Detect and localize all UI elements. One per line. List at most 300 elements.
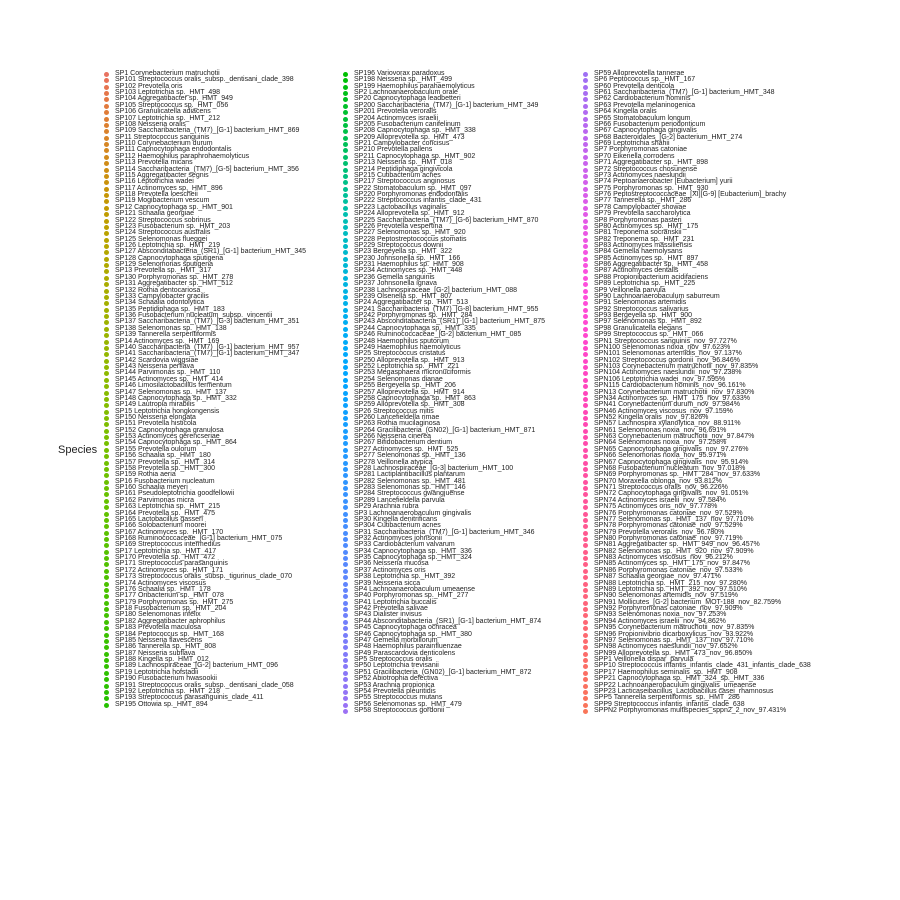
legend-label: SP158 Prevotella sp._HMT_300 bbox=[115, 464, 215, 472]
legend-label: SP173 Streptococcus oralis_subsp._tigurinus_clade_070 bbox=[115, 573, 293, 581]
legend-key-dot bbox=[104, 588, 109, 593]
legend-label: SP60 Prevotella denticola bbox=[594, 82, 675, 90]
legend-label: SPN93 Selenomonas noxia_nov_97.253% bbox=[594, 611, 727, 619]
legend-label: SP8 Porphyromonas pasteri bbox=[594, 216, 682, 224]
legend-label: SP119 Mogibacterium vescum bbox=[115, 197, 210, 205]
legend-key-dot bbox=[583, 142, 588, 147]
legend-label: SP107 Leptotrichia sp._HMT_212 bbox=[115, 114, 221, 122]
legend-key-dot bbox=[104, 492, 109, 497]
legend-key-dot bbox=[583, 543, 588, 548]
legend-label: SP147 Selenomonas sp._HMT_137 bbox=[115, 388, 227, 396]
legend-label: SPN41 Corynebacterium durum_nov_97.984% bbox=[594, 401, 740, 409]
legend-label: SP128 Capnocytophaga sputigena bbox=[115, 254, 224, 262]
legend-key-dot bbox=[104, 174, 109, 179]
legend-key-dot bbox=[104, 505, 109, 510]
legend-key-dot bbox=[583, 467, 588, 472]
legend-key-dot bbox=[104, 671, 109, 676]
legend-key-dot bbox=[583, 238, 588, 243]
legend-key-dot bbox=[343, 633, 348, 638]
legend-key-dot bbox=[583, 652, 588, 657]
legend-label: SP123 Fusobacterium sp._HMT_203 bbox=[115, 222, 231, 230]
legend-label: SPN90 Selenomonas artemidis_nov_97.519% bbox=[594, 592, 738, 600]
legend-label: SP5 Streptococcus oralis bbox=[354, 656, 433, 664]
legend-key-dot bbox=[583, 346, 588, 351]
legend-key-dot bbox=[343, 174, 348, 179]
legend-key-dot bbox=[343, 518, 348, 523]
legend-key-dot bbox=[104, 703, 109, 708]
legend-key-dot bbox=[343, 524, 348, 529]
legend-label: SP24 Aggregatibacter sp._HMT_513 bbox=[354, 299, 469, 307]
legend-label: SP53 Arachnia propionica bbox=[354, 681, 435, 689]
legend-label: SP129 Selenomonas sputigena bbox=[115, 261, 214, 269]
legend-key-dot bbox=[104, 384, 109, 389]
legend-key-dot bbox=[343, 575, 348, 580]
legend-label: SP69 Leptotrichia shahii bbox=[594, 140, 670, 148]
legend-key-dot bbox=[583, 582, 588, 587]
legend-label: SP169 Streptococcus intermedius bbox=[115, 541, 221, 549]
legend-label: SP224 Alloprevotella sp._HMT_912 bbox=[354, 210, 465, 218]
legend-label: SP171 Streptococcus parasanguinis bbox=[115, 560, 228, 568]
legend-key-dot bbox=[583, 684, 588, 689]
legend-key-dot bbox=[583, 633, 588, 638]
legend-key-dot bbox=[583, 639, 588, 644]
legend-label: SP229 Streptococcus downii bbox=[354, 241, 444, 249]
legend-label: SPN83 Actinomyces viscosus_nov_96.212% bbox=[594, 554, 733, 562]
legend-key-dot bbox=[104, 110, 109, 115]
legend-label: SP62 Cardiobacterium hominis bbox=[594, 95, 691, 103]
legend-label: SP164 Prevotella sp._HMT_475 bbox=[115, 509, 215, 517]
legend-key-dot bbox=[104, 620, 109, 625]
legend-label: SP249 Haemophilus haemolyticus bbox=[354, 343, 461, 351]
legend-key-dot bbox=[583, 320, 588, 325]
legend-key-dot bbox=[583, 480, 588, 485]
legend-key-dot bbox=[343, 269, 348, 274]
legend-label: SP264 Gracilibacteria_(GN02)_[G-1] bacterium_HMT_871 bbox=[354, 426, 536, 434]
legend-label: SPN65 Capnocytophaga gingivalis_nov_97.276% bbox=[594, 445, 749, 453]
legend-key-dot bbox=[104, 91, 109, 96]
legend-key-dot bbox=[104, 155, 109, 160]
legend-label: SP191 Streptococcus oralis_subsp._dentisani_clade_058 bbox=[115, 681, 294, 689]
legend-label: SPN92 Porphyromonas catoniae_nov_97.909% bbox=[594, 605, 743, 613]
legend-key-dot bbox=[583, 473, 588, 478]
legend-key-dot bbox=[343, 333, 348, 338]
legend-label: SP113 Prevotella micans bbox=[115, 159, 193, 167]
legend-label: SP167 Actinomyces sp._HMT_170 bbox=[115, 528, 224, 536]
legend-key-dot bbox=[104, 289, 109, 294]
legend-key-dot bbox=[104, 613, 109, 618]
legend-key-dot bbox=[343, 677, 348, 682]
legend-label: SPN98 Actinomyces naeslundii_nov_97.652% bbox=[594, 643, 738, 651]
legend-label: SP204 Actinomyces israelii bbox=[354, 114, 439, 122]
legend-label: SP117 Actinomyces sp._HMT_896 bbox=[115, 184, 223, 192]
legend-key-dot bbox=[104, 569, 109, 574]
legend-label: SP142 Scardovia wiggsiae bbox=[115, 356, 199, 364]
legend-key-dot bbox=[343, 652, 348, 657]
legend-label: SP139 Tannerella serpentiformis bbox=[115, 331, 217, 339]
legend-label: SP246 Ruminococcaceae_[G-2] bacterium_HMT_085 bbox=[354, 331, 522, 339]
legend-key-dot bbox=[583, 677, 588, 682]
legend-label: SP282 Selenomonas sp._HMT_481 bbox=[354, 477, 466, 485]
legend-label: SP79 Prevotella saccharolytica bbox=[594, 210, 691, 218]
legend-key-dot bbox=[343, 512, 348, 517]
legend-label: SPN89 Leptotrichia sp._HMT_392_nov_97.510% bbox=[594, 585, 747, 593]
legend-label: SPN72 Capnocytophaga gingivalis_nov_91.051% bbox=[594, 490, 749, 498]
legend-key-dot bbox=[343, 562, 348, 567]
legend-label: SP126 Leptotrichia sp._HMT_219 bbox=[115, 241, 221, 249]
legend-label: SP80 Actinomyces sp._HMT_175 bbox=[594, 222, 699, 230]
legend-label: SP54 Prevotella pleuritidis bbox=[354, 687, 436, 695]
legend-key-dot bbox=[104, 645, 109, 650]
legend-label: SP103 Leptotrichia sp._HMT_498 bbox=[115, 89, 221, 97]
legend-label: SPN52 Kingella oralis_nov_97.826% bbox=[594, 413, 709, 421]
legend-key-dot bbox=[104, 480, 109, 485]
legend-key-dot bbox=[343, 429, 348, 434]
legend-label: SP115 Aggregatibacter segnis bbox=[115, 171, 209, 179]
legend-key-dot bbox=[343, 314, 348, 319]
legend-key-dot bbox=[583, 168, 588, 173]
legend-key-dot bbox=[104, 562, 109, 567]
legend-label: SPN61 Selenomonas noxia_nov_96.691% bbox=[594, 426, 727, 434]
legend-label: SP63 Prevotella melaninogenica bbox=[594, 101, 696, 109]
legend-label: SP66 Fusobacterium periodonticum bbox=[594, 120, 706, 128]
legend-label: SP237 Johnsonella ignava bbox=[354, 280, 437, 288]
legend-label: SPN70 Moraxella oblonga_nov_93.812% bbox=[594, 477, 723, 485]
legend-key-dot bbox=[343, 480, 348, 485]
legend-key-dot bbox=[583, 658, 588, 663]
legend-label: SP187 Neisseria subflava bbox=[115, 649, 196, 657]
legend-label: SP97 Selenomonas sp._HMT_892 bbox=[594, 318, 702, 326]
legend-label: SP277 Selenomonas sp._HMT_136 bbox=[354, 452, 466, 460]
legend-key-dot bbox=[583, 72, 588, 77]
legend-label: SP34 Capnocytophaga sp._HMT_336 bbox=[354, 547, 472, 555]
legend-key-dot bbox=[343, 690, 348, 695]
legend-key-dot bbox=[583, 110, 588, 115]
legend-label: SP91 Selenomonas artemidis bbox=[594, 299, 687, 307]
legend-key-dot bbox=[343, 206, 348, 211]
legend-key-dot bbox=[583, 289, 588, 294]
legend-label: SP143 Neisseria perflava bbox=[115, 363, 194, 371]
legend-key-dot bbox=[104, 531, 109, 536]
legend-key-dot bbox=[583, 78, 588, 83]
legend-label: SP133 Campylobacter gracilis bbox=[115, 292, 209, 300]
legend-key-dot bbox=[104, 684, 109, 689]
legend-label: SP89 Leptotrichia sp._HMT_225 bbox=[594, 280, 696, 288]
legend-label: SP135 Peptidiphaga sp._HMT_183 bbox=[115, 305, 225, 313]
legend-key-dot bbox=[583, 671, 588, 676]
legend-label: SPN100 Selenomonas noxia_nov_97.623% bbox=[594, 343, 731, 351]
legend-key-dot bbox=[583, 486, 588, 491]
legend-label: SP13 Prevotella sp._HMT_317 bbox=[115, 267, 212, 275]
legend-key-dot bbox=[104, 78, 109, 83]
legend-key-dot bbox=[583, 429, 588, 434]
legend-label: SPN87 Schaalia georgiae_nov_97.471% bbox=[594, 573, 721, 581]
legend-label: SP40 Porphyromonas sp._HMT_277 bbox=[354, 592, 469, 600]
legend-key-dot bbox=[343, 78, 348, 83]
legend-label: SP47 Gemella morbillorum bbox=[354, 636, 438, 644]
legend-key-dot bbox=[583, 709, 588, 714]
legend-label: SP3 Lachnoanaerobaculum gingivalis bbox=[354, 509, 472, 517]
legend-key-dot bbox=[104, 231, 109, 236]
legend-label: SP42 Prevotella salivae bbox=[354, 605, 428, 613]
legend-key-dot bbox=[343, 416, 348, 421]
legend-key-dot bbox=[343, 378, 348, 383]
legend-key-dot bbox=[104, 276, 109, 281]
legend-key-dot bbox=[104, 639, 109, 644]
legend-label: SP45 Capnocytophaga ochracea bbox=[354, 624, 457, 632]
legend-label: SP193 Streptococcus parasanguinis_clade_411 bbox=[115, 694, 264, 702]
legend-key-dot bbox=[343, 499, 348, 504]
legend-label: SP125 Selenomonas flueggei bbox=[115, 235, 208, 243]
legend-label: SP179 Porphyromonas sp._HMT_275 bbox=[115, 598, 234, 606]
legend-label: SP43 Dialister invisus bbox=[354, 611, 422, 619]
legend-label: SP136 Fusobacterium nucleatum_subsp._vincentii bbox=[115, 312, 273, 320]
legend-key-dot bbox=[104, 677, 109, 682]
legend-label: SPN71 Streptococcus oralis_nov_96.226% bbox=[594, 484, 728, 492]
legend-key-dot bbox=[343, 180, 348, 185]
legend-label: SP146 Limosilactobacillus fermentum bbox=[115, 382, 232, 390]
legend-key-dot bbox=[583, 620, 588, 625]
legend-label: SP76 Peptostreptococcaceae_[XI][G-9] [Eubacterium]_brachy bbox=[594, 191, 787, 199]
legend-label: SP102 Prevotella oris bbox=[115, 82, 183, 90]
legend-key-dot bbox=[583, 416, 588, 421]
legend-key-dot bbox=[583, 594, 588, 599]
legend-label: SPN106 Leptotrichia wadei_nov_97.595% bbox=[594, 375, 726, 383]
legend-key-dot bbox=[104, 512, 109, 517]
legend-label: SP30 Kingella denitrificans bbox=[354, 515, 438, 523]
legend-label: SPP10 Streptococcus infantis_infantis_clade_431_infantis_clade_638 bbox=[594, 662, 811, 670]
legend-key-dot bbox=[583, 282, 588, 287]
legend-key-dot bbox=[343, 486, 348, 491]
legend-label: SP258 Capnocytophaga sp._HMT_863 bbox=[354, 394, 476, 402]
legend-label: SP92 Streptococcus salivarius bbox=[594, 305, 689, 313]
legend-key-dot bbox=[104, 168, 109, 173]
legend-key-dot bbox=[583, 340, 588, 345]
legend-key-dot bbox=[583, 155, 588, 160]
legend-label: SP154 Capnocytophaga sp._HMT_864 bbox=[115, 439, 237, 447]
legend-key-dot bbox=[343, 359, 348, 364]
legend-label: SP59 Alloprevotella tannerae bbox=[594, 70, 685, 77]
legend-key-dot bbox=[343, 543, 348, 548]
legend-key-dot bbox=[104, 314, 109, 319]
legend-key-dot bbox=[343, 594, 348, 599]
legend-label: SPN85 Actinomyces sp._HMT_175_nov_97.847% bbox=[594, 560, 751, 568]
legend-key-dot bbox=[343, 658, 348, 663]
legend-key-dot bbox=[343, 142, 348, 147]
legend-key-dot bbox=[343, 123, 348, 128]
legend-key-dot bbox=[104, 301, 109, 306]
legend-label: SP61 Saccharibacteria_(TM7)_[G-1] bacterium_HMT_348 bbox=[594, 89, 775, 97]
legend-key-dot bbox=[104, 340, 109, 345]
legend-label: SPN1 Streptococcus sanguinis_nov_97.727% bbox=[594, 337, 737, 345]
legend-label: SP284 Streptococcus gwangjuense bbox=[354, 490, 465, 498]
legend-key-dot bbox=[104, 397, 109, 402]
legend-key-dot bbox=[104, 199, 109, 204]
legend-label: SP152 Capnocytophaga granulosa bbox=[115, 426, 224, 434]
legend-key-dot bbox=[104, 219, 109, 224]
legend-label: SP263 Rothia mucilaginosa bbox=[354, 420, 440, 428]
legend-key-dot bbox=[104, 435, 109, 440]
legend-key-dot bbox=[104, 626, 109, 631]
legend-label: SP130 Porphyromonas sp._HMT_278 bbox=[115, 273, 234, 281]
legend-label: SP231 Haemophilus sp._HMT_908 bbox=[354, 261, 464, 269]
legend-label: SPP5 Tannerella serpentiformis_sp._HMT_286 bbox=[594, 694, 740, 702]
legend-label: SPN67 Capnocytophaga gingivalis_nov_95.914% bbox=[594, 458, 749, 466]
legend-label: SP243 Absconditabacteria_(SR1)_[G-1] bacterium_HMT_875 bbox=[354, 318, 546, 326]
legend-key-dot bbox=[343, 588, 348, 593]
legend-key-dot bbox=[104, 123, 109, 128]
legend-key-dot bbox=[583, 512, 588, 517]
legend-label: SP68 Bacteroidales_[G-2] bacterium_HMT_274 bbox=[594, 133, 743, 141]
legend-key-dot bbox=[343, 148, 348, 153]
legend-label: SP71 Aggregatibacter sp._HMT_898 bbox=[594, 159, 709, 167]
legend-label: SP220 Porphyromonas endodontalis bbox=[354, 191, 469, 199]
legend-label: SP116 Leptotrichia wadei bbox=[115, 178, 194, 186]
legend-key-dot bbox=[104, 257, 109, 262]
legend-key-dot bbox=[343, 645, 348, 650]
legend-label: SP260 Lancefieldella rimae bbox=[354, 413, 440, 421]
legend-key-dot bbox=[343, 403, 348, 408]
legend-label: SP159 Rothia aeria bbox=[115, 471, 176, 479]
legend-label: SP98 Granulicatella elegans bbox=[594, 324, 683, 332]
legend-key-dot bbox=[104, 244, 109, 249]
legend-label: SP82 Treponema sp._HMT_231 bbox=[594, 235, 695, 243]
legend-key-dot bbox=[583, 371, 588, 376]
legend-key-dot bbox=[343, 709, 348, 714]
legend-key-dot bbox=[104, 467, 109, 472]
legend-key-dot bbox=[583, 690, 588, 695]
legend-label: SP50 Leptotrichia trevisanii bbox=[354, 662, 439, 670]
legend-label: SP1 Corynebacterium matruchotii bbox=[115, 70, 220, 77]
legend-key-dot bbox=[343, 365, 348, 370]
legend-key-dot bbox=[343, 505, 348, 510]
legend-label: SP210 Prevotella pallens bbox=[354, 146, 433, 154]
legend-key-dot bbox=[104, 295, 109, 300]
legend-label: SPN76 Porphyromonas catoniae_nov_97.529% bbox=[594, 509, 743, 517]
legend-key-dot bbox=[104, 652, 109, 657]
legend-label: SP241 Saccharibacteria_(TM7)_[G-8] bacterium_HMT_955 bbox=[354, 305, 539, 313]
legend-key-dot bbox=[583, 575, 588, 580]
legend-key-dot bbox=[104, 117, 109, 122]
legend-key-dot bbox=[583, 531, 588, 536]
legend-key-dot bbox=[104, 371, 109, 376]
legend-label: SP70 Eikenella corrodens bbox=[594, 152, 675, 160]
legend-key-dot bbox=[104, 518, 109, 523]
legend-key-dot bbox=[583, 664, 588, 669]
legend-key-dot bbox=[104, 378, 109, 383]
legend-label: SP215 Cutibacterium acnes bbox=[354, 171, 441, 179]
legend-label: SP257 Alloprevotella sp._HMT_914 bbox=[354, 388, 465, 396]
legend-key-dot bbox=[583, 257, 588, 262]
legend-key-dot bbox=[104, 461, 109, 466]
legend-key-dot bbox=[583, 352, 588, 357]
legend-label: SP33 Cardiobacterium valvarum bbox=[354, 541, 455, 549]
legend-label: SP161 Pseudoleptotrichia goodfellowii bbox=[115, 490, 235, 498]
legend-key-dot bbox=[343, 301, 348, 306]
legend-label: SP25 Streptococcus cristatus bbox=[354, 350, 446, 358]
legend-key-dot bbox=[583, 607, 588, 612]
legend-label: SP223 Lactobacillus vaginalis bbox=[354, 203, 447, 211]
legend-key-dot bbox=[583, 448, 588, 453]
legend-key-dot bbox=[343, 161, 348, 166]
legend-label: SP27 Actinomyces sp._HMT_525 bbox=[354, 445, 459, 453]
legend-label: SP304 Cutibacterium acnes bbox=[354, 522, 441, 530]
legend-key-dot bbox=[343, 250, 348, 255]
legend-label: SPN94 Actinomyces israelii_nov_94.862% bbox=[594, 617, 726, 625]
legend-key-dot bbox=[343, 703, 348, 708]
legend-label: SP183 Prevotella maculosa bbox=[115, 624, 201, 632]
legend-key-dot bbox=[583, 104, 588, 109]
legend-label: SP110 Corynebacterium durum bbox=[115, 140, 213, 148]
legend-key-dot bbox=[343, 212, 348, 217]
legend-key-dot bbox=[583, 384, 588, 389]
legend-key-dot bbox=[583, 422, 588, 427]
legend-label: SP157 Prevotella sp._HMT_314 bbox=[115, 458, 215, 466]
legend-label: SP188 Kingella sp._HMT_012 bbox=[115, 656, 209, 664]
legend-label: SP65 Stomatobaculum longum bbox=[594, 114, 691, 122]
legend-label: SP86 Aggregatibacter sp._HMT_458 bbox=[594, 261, 709, 269]
legend-label: SP227 Selenomonas sp._HMT_920 bbox=[354, 229, 466, 237]
legend-label: SP244 Capnocytophaga sp._HMT_335 bbox=[354, 324, 476, 332]
legend-label: SP127 Absconditabacteria_(SR1)_[G-1] bacterium_HMT_345 bbox=[115, 248, 307, 256]
legend-label: SP55 Streptococcus mutans bbox=[354, 694, 443, 702]
legend-key-dot bbox=[583, 365, 588, 370]
legend-key-dot bbox=[343, 384, 348, 389]
legend-label: SP104 Aggregatibacter sp._HMT_949 bbox=[115, 95, 233, 103]
legend-key-dot bbox=[583, 314, 588, 319]
legend-label: SP148 Capnocytophaga sp._HMT_332 bbox=[115, 394, 237, 402]
legend-key-dot bbox=[104, 601, 109, 606]
legend-key-dot bbox=[104, 473, 109, 478]
legend-key-dot bbox=[343, 397, 348, 402]
legend-label: SP200 Saccharibacteria_(TM7)_[G-1] bacterium_HMT_349 bbox=[354, 101, 539, 109]
legend-key-dot bbox=[343, 193, 348, 198]
legend-label: SP37 Actinomyces oris bbox=[354, 566, 426, 574]
legend-label: SP189 Lachnospiraceae_[G-2] bacterium_HMT_096 bbox=[115, 662, 279, 670]
legend-label: SPN46 Actinomyces viscosus_nov_97.159% bbox=[594, 407, 733, 415]
legend-key-dot bbox=[343, 346, 348, 351]
legend-key-dot bbox=[104, 346, 109, 351]
legend-key-dot bbox=[343, 410, 348, 415]
legend-key-dot bbox=[343, 263, 348, 268]
legend-key-dot bbox=[104, 269, 109, 274]
legend-label: SP176 Schaalia sp._HMT_178 bbox=[115, 585, 211, 593]
legend-label: SP144 Parvimonas sp._HMT_110 bbox=[115, 369, 221, 377]
legend-label: SP172 Actinomyces sp._HMT_171 bbox=[115, 566, 224, 574]
legend-label: SP138 Selenomonas sp._HMT_138 bbox=[115, 324, 227, 332]
legend-label: SPN102 Streptococcus gordonii_nov_96.846% bbox=[594, 356, 740, 364]
legend-label: SP112 Haemophilus paraphrohaemolyticus bbox=[115, 152, 250, 160]
legend-key-dot bbox=[104, 212, 109, 217]
legend-label: SP141 Saccharibacteria_(TM7)_[G-1] bacterium_HMT_347 bbox=[115, 350, 300, 358]
legend-key-dot bbox=[104, 543, 109, 548]
legend-label: SP23 Bergeyella sp._HMT_322 bbox=[354, 248, 453, 256]
legend-key-dot bbox=[343, 556, 348, 561]
legend-key-dot bbox=[104, 582, 109, 587]
legend-key-dot bbox=[583, 327, 588, 332]
legend-key-dot bbox=[343, 467, 348, 472]
legend-key-dot bbox=[104, 537, 109, 542]
legend-label: SP163 Leptotrichia sp._HMT_215 bbox=[115, 503, 221, 511]
legend-label: SP83 Actinomyces massiliensis bbox=[594, 241, 693, 249]
legend-label: SP78 Campylobacter showae bbox=[594, 203, 687, 211]
legend-label: SP222 Streptococcus infantis_clade_431 bbox=[354, 197, 482, 205]
legend-label: SP32 Actinomyces johnsonii bbox=[354, 535, 442, 542]
legend-key-dot bbox=[343, 72, 348, 77]
legend-key-dot bbox=[583, 505, 588, 510]
legend-label: SP192 Leptotrichia sp._HMT_218 bbox=[115, 687, 221, 695]
legend-label: SP16 Fusobacterium nucleatum bbox=[115, 477, 215, 485]
legend-key-dot bbox=[104, 633, 109, 638]
